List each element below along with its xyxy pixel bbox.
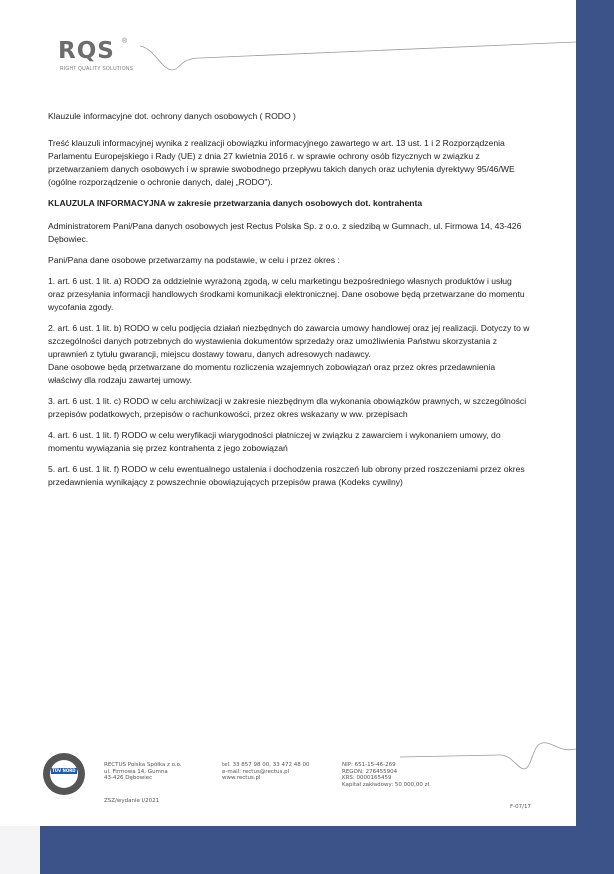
basis-intro: Pani/Pana dane osobowe przetwarzamy na podstawie, w celu i przez okres : [48,255,340,265]
footer-contact [222,762,310,782]
list-item-continuation: Dane osobowe będą przetwarzane do momentu rozliczenia wzajemnych zobowiązań oraz przez okres przedawnienia właściwy dla rodzaju zawartej umowy. [48,362,496,385]
header-swoosh-icon [140,40,576,76]
section-heading: KLAUZULA INFORMACYJNA w zakresie przetwarzania danych osobowych dot. kontrahenta [48,198,423,208]
administrator-paragraph: Administratorem Pani/Pana danych osobowych jest Rectus Polska Sp. z o.o. z siedzibą w Gumnach, ul. Firmowa 14, 43-426 Dębowiec. [48,221,522,244]
email-text: e-mail: rectus@rectus.pl [222,768,290,775]
list-item: 1. art. 6 ust. 1 lit. a) RODO za oddzielnie wyrażoną zgodą, w celu marketingu bezpośredniego własnych produktów i usług oraz przesyłania informacji handlowych środkami komunikacji elektronicznej. Dane osobowe będą przetwarzane do momentu wycofania zgody. [48,276,525,312]
phone-text: tel. 33 857 98 00, 33 472 48 00 [222,762,310,768]
regon-text: REGON: 276455904 [342,768,398,775]
document-title: Klauzule informacyjne dot. ochrony danych osobowych ( RODO ) [48,111,296,121]
footer [42,752,562,812]
seal-text: TÜV NORD [52,768,76,773]
edition-text: ZSZ/wydanie I/2021 [104,798,160,804]
capital-text: Kapitał zakładowy: 50 000,00 zł. [342,781,431,788]
document-body [48,110,530,497]
logo-text: RQS [58,38,115,64]
logo-registered-mark: ® [122,38,128,45]
list-item: 2. art. 6 ust. 1 lit. b) RODO w celu podjęcia działań niezbędnych do zawarcia umowy handlowej oraz jej realizacji. Dotyczy to w szczególności danych potrzebnych do wystawienia dokumentów sprzedaży oraz umożliwienia Państwu skorzystania z uprawnień z tytułu gwarancji, miejscu dostawy towaru, danych adresowych nadawcy. [48,323,530,359]
footer-registry [342,762,431,788]
certification-seal-icon [42,752,86,796]
company-name: RECTUS Polska Spółka z o.o. [104,762,182,768]
right-color-band [576,0,614,874]
form-code: F-07/17 [510,804,531,810]
bottom-left-light-band [0,826,40,874]
company-city: 43-426 Dębowiec [104,775,153,781]
logo-tagline: RIGHT QUALITY SOLUTIONS [60,66,134,72]
krs-text: KRS: 0000165459 [342,775,392,781]
intro-paragraph: Treść klauzuli informacyjnej wynika z realizacji obowiązku informacyjnego zawartego w art. 13 ust. 1 i 2 Rozporządzenia Parlamentu Europejskiego i Rady (UE) z dnia 27 kwietnia 2016 r. w sprawie ochrony osób fizycznych w związku z przetwarzaniem danych osobowych i w sprawie swobodnego przepływu takich danych oraz uchylenia dyrektywy 95/46/WE (ogólne rozporządzenie o ochronie danych, dalej „RODO"). [48,138,515,187]
company-street: ul. Firmowa 14, Gumna [104,768,168,775]
list-item: 4. art. 6 ust. 1 lit. f) RODO w celu weryfikacji wiarygodności płatniczej w związku z zawarciem i wykonaniem umowy, do momentu wywiązania się przez kontrahenta z jego zobowiązań [48,430,501,453]
list-item: 3. art. 6 ust. 1 lit. c) RODO w celu archiwizacji w zakresie niezbędnym dla wykonania obowiązków prawnych, w szczególności przepisów podatkowych, przepisów o rachunkowości, przez okres wskazany w ww. przepisach [48,396,527,419]
bottom-color-band [0,826,614,874]
footer-company [104,762,182,782]
website-text: www.rectus.pl [222,775,261,781]
list-item: 5. art. 6 ust. 1 lit. f) RODO w celu ewentualnego ustalenia i dochodzenia roszczeń lub obrony przed roszczeniami przez okres przedawnienia wynikający z powszechnie obowiązujących przepisów prawa (Kodeks cywilny) [48,464,525,487]
nip-text: NIP: 651-15-46-269 [342,762,396,768]
